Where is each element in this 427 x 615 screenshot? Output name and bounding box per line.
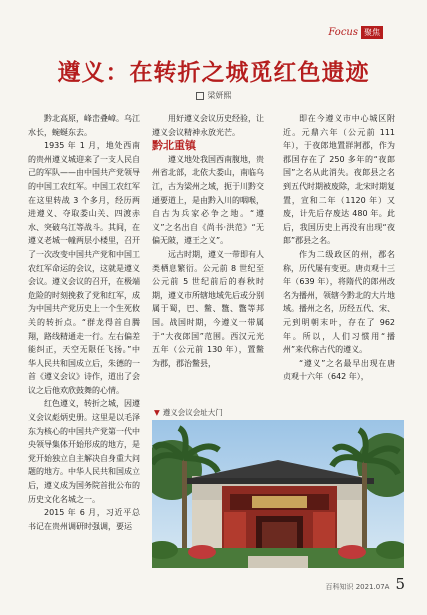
paragraph: 即在今遵义市中心城区附近。元鼎六年（公元前 111 年），于夜郎地置牂牁郡，作为郡国存在了 250 多年的“夜郎国”之名从此消失。夜郎县之名到五代时期被废除，北宋时期复置，宣和二年（1120 年）又废，计先后存废达 480 年。此后，我国历史上再没有出现“夜郎”郡县之名。 (283, 114, 395, 246)
page-number: 5 (395, 575, 405, 593)
photo-illustration (152, 420, 404, 568)
column-2 (152, 112, 264, 382)
paragraph: 作为二级政区的州，郡名称，历代屡有变更。唐贞观十三年（639 年），将隋代的郎州改名为播州，领辖今黔北的大片地域。播州之名，历经五代、宋、元到明朝末叶，存在了 962 年。所以，人们习惯用“播州”来代称古代的遵义。 (283, 249, 395, 355)
author-name: 梁妍熙 (207, 91, 232, 100)
byline (0, 90, 427, 101)
paragraph: “遵义”之名最早出现在唐贞观十六年（642 年）， (283, 358, 395, 382)
photo-caption (154, 407, 223, 418)
column-3 (283, 112, 395, 382)
byline-box-icon (196, 92, 204, 100)
caption-text: 遵义会议会址大门 (162, 408, 223, 417)
triangle-icon: ▼ (154, 408, 160, 417)
page-footer (325, 575, 405, 593)
paragraph: 远古时期，遵义一带即有人类栖息繁衍。公元前 8 世纪至公元前 5 世纪前后的春秋时期，遵义市所辖地域先后或分别属于蜀，巴、鳖、鄨、鄨等邦国。战国时期，今遵义一带属于“大夜郎国”范围。西汉元光五年（公元前 130 年），置鳖为郡，郡治鳖县， (152, 249, 264, 368)
paragraph: 1935 年 1 月，地处西南的贵州遵义城迎来了一支人民自己的军队——由中国共产党领导的中国工农红军。中国工农红军在这里转战 3 个多月，经历两进遵义、夺取娄山关、四渡赤水、突破乌江等战斗。其间，在遵义老城一幢两层小楼里，召开了一次改变中国共产党和中国工农红军命运的会议，这就是遵义会议。遵义会议的召开，在极端危险的时刻挽救了党和红军，成为中国共产党历史上一个生死攸关的转折点。“群龙得首自腾翔，路线精通走一行。左右偏差能纠正，天空无限任飞扬。”中华人民共和国成立后，朱德的一首《遵义会议》诗作，道出了会议之后他欢欣鼓舞的心情。 (28, 141, 140, 395)
focus-label: Focus (328, 27, 358, 38)
paragraph: 2015 年 6 月，习近平总书记在贵州调研时强调，要运 (28, 508, 140, 531)
column-1 (28, 112, 140, 582)
paragraph: 遵义地处我国西南腹地，贵州省北部，北依大娄山，南临乌江，古为梁州之域，扼于川黔交通要道上，是由黔入川的咽喉，自古为兵家必争之地。“遵义”之名出自《尚书·洪范》“无偏无陂，遵王之义”。 (152, 154, 264, 246)
section-header (328, 26, 383, 39)
section-heading: 黔北重镇 (152, 139, 196, 153)
paragraph: 用好遵义会议历史经验，让遵义会议精神永放光芒。 (152, 114, 264, 137)
section-tag: 聚焦 (361, 26, 383, 39)
paragraph: 红色遵义，转折之城，因遵义会议彪炳史册。这里是以毛泽东为核心的中国共产党第一代中央领导集体开始形成的地方，是党开始独立自主解决自身重大问题的地方。中华人民共和国成立后，遵义成为国务院首批公布的历史文化名城之一。 (28, 399, 140, 504)
photo-zunyi-gate (152, 420, 404, 568)
journal-info: 百科知识 2021.07A (325, 583, 390, 591)
article-title: 遵义：在转折之城觅红色遗迹 (57, 59, 370, 86)
paragraph: 黔北高原，峰峦叠嶂。乌江水长，蜿蜒东去。 (28, 114, 140, 137)
